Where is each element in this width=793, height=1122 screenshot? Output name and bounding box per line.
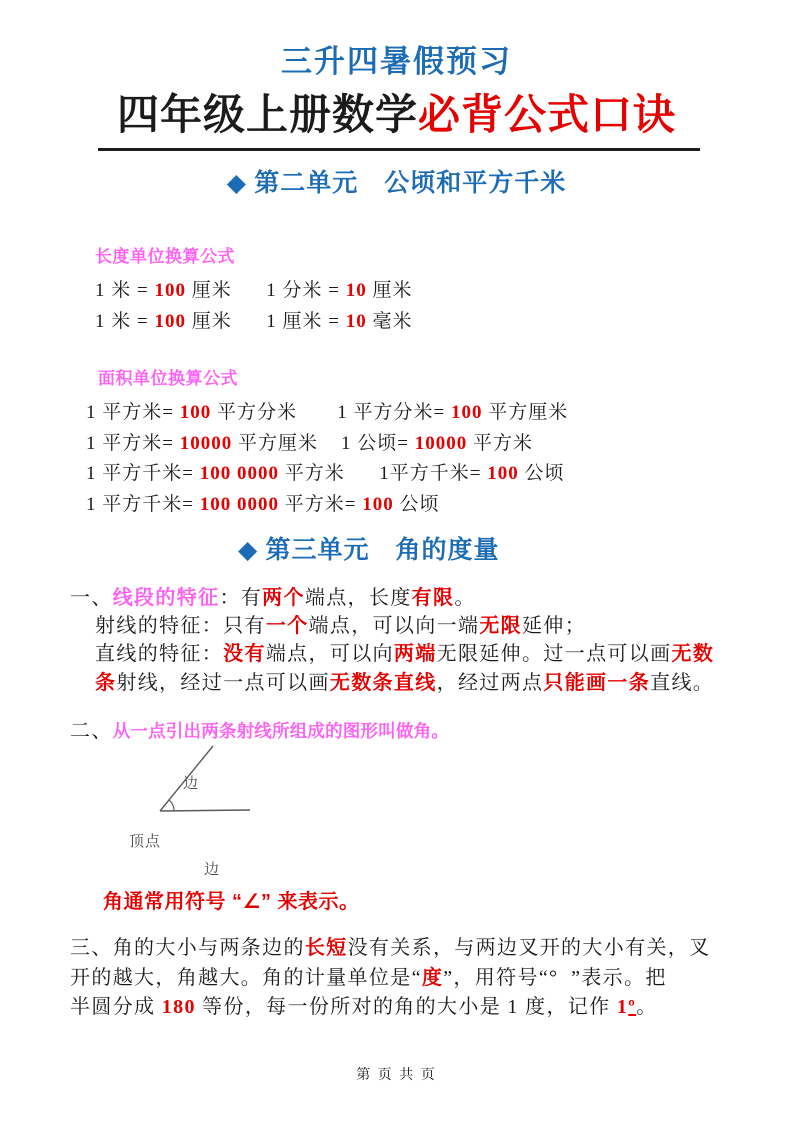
text-segment: 线段的特征 [112, 587, 220, 609]
paragraph-line [70, 669, 714, 697]
formula-line [86, 459, 568, 490]
paragraph-angle-size [70, 934, 711, 1023]
text-segment: 10 [345, 310, 367, 332]
text-segment: 。 [636, 996, 658, 1018]
text-segment: 端点，可以向一端 [308, 615, 480, 638]
text-segment: 直线。 [650, 671, 715, 694]
text-segment: 1 米 = [95, 280, 155, 301]
text-segment: 平方米 [278, 463, 345, 484]
text-segment: ，经过两点 [436, 671, 544, 694]
text-segment: ：有 [219, 587, 263, 609]
text-segment: 无数 [671, 643, 715, 666]
text-segment: 100 [154, 310, 186, 332]
text-segment: 1平方千米= [379, 463, 488, 484]
area-section [86, 364, 568, 520]
text-segment: 等份，每一份所对的角的大小是 1 度，记作 [195, 996, 617, 1018]
text-segment: 半圆分成 [70, 996, 162, 1018]
text-segment: 100 [362, 493, 394, 515]
length-section-heading: 长度单位换算公式 [95, 247, 235, 266]
formula-line [86, 429, 568, 460]
formula-line [86, 398, 568, 429]
paragraph-line [70, 993, 711, 1023]
unit3-heading: ◆ 第三单元 角的度量 [238, 537, 500, 564]
angle-symbol-note: 角通常用符号 “∠” 来表示。 [103, 891, 360, 913]
diagram-label-vertex: 顶点 [129, 834, 162, 850]
text-segment: 一、 [70, 587, 113, 609]
formula-line [95, 307, 412, 338]
diagram-label-edge-bottom: 边 [204, 862, 221, 878]
unit2-heading: ◆ 第二单元 公顷和平方千米 [226, 170, 567, 197]
title-red-part: 必背公式口诀 [418, 93, 677, 139]
text-segment: 1 平方分米= [337, 402, 451, 423]
text-segment: 平方米 [467, 432, 533, 454]
text-segment: 1 平方千米= [86, 493, 200, 515]
text-segment: 平方厘米 [482, 402, 569, 423]
text-segment: 射线，经过一点可以画 [116, 671, 330, 694]
text-segment: 端点，长度 [304, 587, 412, 609]
text-segment: 一个 [265, 615, 309, 638]
text-segment: 1 [616, 996, 629, 1018]
text-segment: 平方米= [278, 493, 363, 515]
text-segment: 条 [95, 671, 117, 694]
text-segment: 有限 [411, 587, 455, 609]
paragraph-line [70, 612, 714, 640]
text-segment: 只能画一条 [543, 671, 651, 694]
text-segment: 二、 [70, 720, 113, 742]
angle-arc [169, 800, 174, 811]
text-segment: 射线的特征：只有 [95, 615, 266, 638]
text-segment: 100 [154, 280, 186, 301]
formula-line [86, 490, 568, 521]
text-segment: 10000 [179, 432, 233, 454]
text-segment: 开的越大，角越大。角的计量单位是“ [70, 966, 422, 989]
text-segment [297, 402, 337, 423]
paragraph-line [70, 640, 714, 668]
text-segment: 1 厘米 = [266, 310, 346, 332]
paragraph-line [70, 934, 711, 964]
text-segment: 1 米 = [95, 310, 155, 332]
text-segment: 没有 [223, 643, 266, 666]
title-divider [98, 148, 700, 151]
text-segment: 10000 [414, 432, 468, 454]
text-segment: 三、角的大小与两条边的 [70, 937, 305, 959]
text-segment [345, 463, 380, 484]
text-segment: 1 分米 = [266, 280, 346, 301]
text-segment: 。 [454, 587, 476, 609]
text-segment: 1 平方米= [86, 402, 180, 423]
text-segment [318, 433, 341, 454]
text-segment: 公顷 [518, 463, 565, 484]
text-segment: 无限延伸。过一点可以画 [436, 643, 672, 666]
paragraph-line [70, 964, 711, 994]
text-segment: 端点，可以向 [265, 643, 394, 666]
text-segment: 1 公顷= [340, 432, 415, 454]
formula-line [95, 276, 412, 307]
text-segment: 延伸； [522, 615, 587, 638]
text-segment: 公顷 [393, 493, 440, 515]
text-segment: 10 [345, 280, 367, 301]
text-segment: 平方厘米 [232, 432, 318, 454]
text-segment: 两端 [393, 643, 437, 666]
paragraph-line-segments-features [70, 584, 714, 697]
text-segment: 无限 [479, 615, 523, 638]
text-segment [232, 280, 267, 301]
text-segment: 100 0000 [199, 493, 279, 515]
text-segment: 毫米 [366, 310, 413, 332]
area-section-heading: 面积单位换算公式 [98, 369, 238, 388]
text-segment: 没有关系，与两边叉开的大小有关，叉 [347, 937, 711, 959]
text-segment: 100 [450, 402, 483, 423]
text-segment: 无数条直线 [329, 671, 437, 694]
angle-diagram [130, 735, 270, 825]
footer-page-label: 第 页 共 页 [356, 1068, 437, 1083]
text-segment: 100 [179, 402, 212, 423]
text-segment: 180 [161, 996, 196, 1018]
text-segment: 100 0000 [199, 463, 279, 484]
text-segment: 1 平方米= [86, 432, 180, 454]
text-segment: 厘米 [185, 280, 232, 301]
text-segment: 厘米 [366, 280, 413, 301]
text-segment: 平方分米 [211, 402, 297, 423]
text-segment: 直线的特征： [95, 643, 224, 666]
title-black-part: 四年级上册数学 [116, 93, 418, 139]
text-segment: 厘米 [185, 310, 232, 332]
text-segment: º [628, 996, 637, 1018]
text-segment [232, 311, 267, 332]
text-segment: 两个 [262, 587, 305, 609]
text-segment: ”，用符号“° ”表示。把 [443, 966, 667, 989]
page-subtitle: 三升四暑假预习 [281, 44, 512, 79]
text-segment: 100 [487, 463, 519, 484]
text-segment: 从一点引出两条射线所组成的图形叫做角。 [112, 721, 450, 741]
length-section [95, 242, 412, 337]
text-segment: 度 [421, 966, 444, 989]
text-segment: 长短 [304, 937, 348, 959]
diagram-label-edge-top: 边 [183, 776, 200, 792]
paragraph-line [70, 584, 714, 612]
page-title [0, 82, 793, 142]
text-segment: 1 平方千米= [86, 463, 200, 484]
